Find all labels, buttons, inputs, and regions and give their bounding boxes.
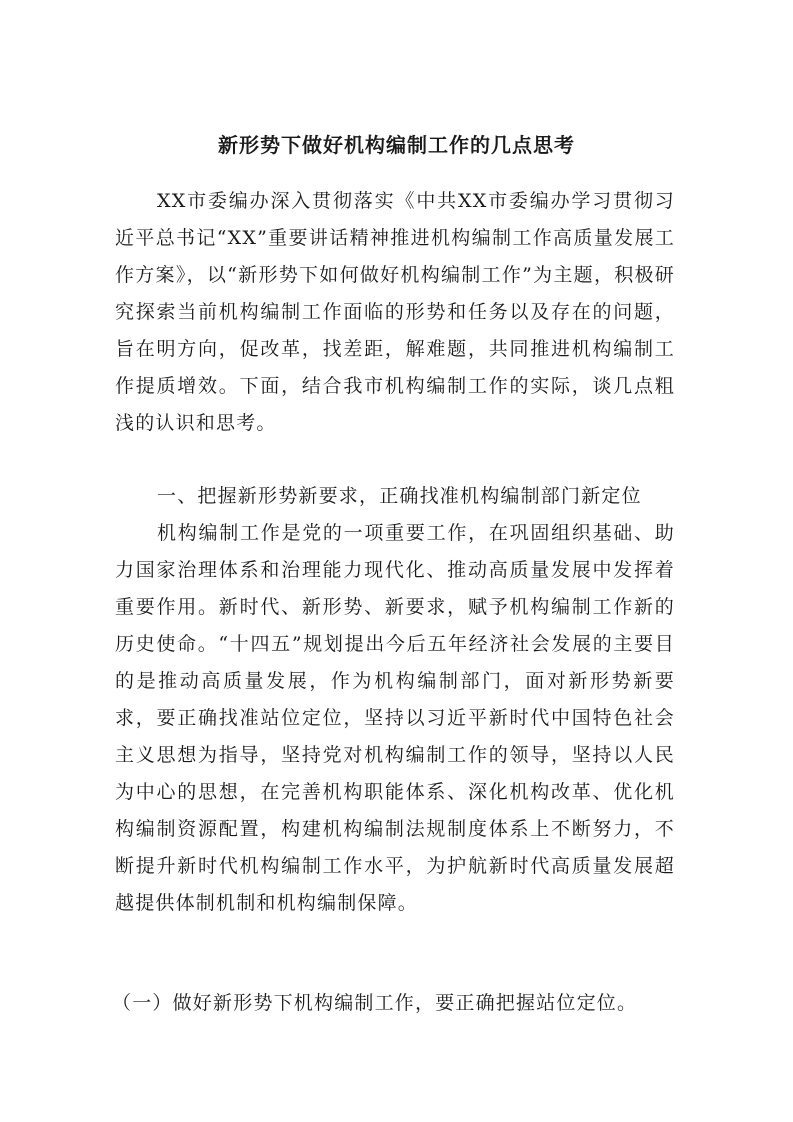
section-1-paragraph: 机构编制工作是党的一项重要工作，在巩固组织基础、助力国家治理体系和治理能力现代化、推动高质量发展中发挥着重要作用。新时代、新形势、新要求，赋予机构编制工作新的历史使命。“十四五”规划提出今后五年经济社会发展的主要目的是推动高质量发展，作为机构编制部门，面对新形势新要求，要正确找准站位定位，坚持以习近平新时代中国特色社会主义思想为指导，坚持党对机构编制工作的领导，坚持以人民为中心的思想，在完善机构职能体系、深化机构改革、优化机构编制资源配置，构建机构编制法规制度体系上不断努力，不断提升新时代机构编制工作水平，为护航新时代高质量发展超越提供体制机制和机构编制保障。 bbox=[115, 522, 675, 914]
section-heading-1: 一、把握新形势新要求，正确找准机构编制部门新定位 bbox=[157, 485, 642, 507]
intro-paragraph: XX市委编办深入贯彻落实《中共XX市委编办学习贯彻习近平总书记“XX”重要讲话精神推进机构编制工作高质量发展工作方案》，以“新形势下如何做好机构编制工作”为主题，积极研究探索当前机构编制工作面临的形势和任务以及存在的问题，旨在明方向，促改革，找差距，解难题，共同推进机构编制工作提质增效。下面，结合我市机构编制工作的实际，谈几点粗浅的认识和思考。 bbox=[115, 190, 675, 434]
subsection-heading-1: （一）做好新形势下机构编制工作，要正确把握站位定位。 bbox=[112, 992, 638, 1014]
document-title: 新形势下做好机构编制工作的几点思考 bbox=[218, 133, 575, 157]
